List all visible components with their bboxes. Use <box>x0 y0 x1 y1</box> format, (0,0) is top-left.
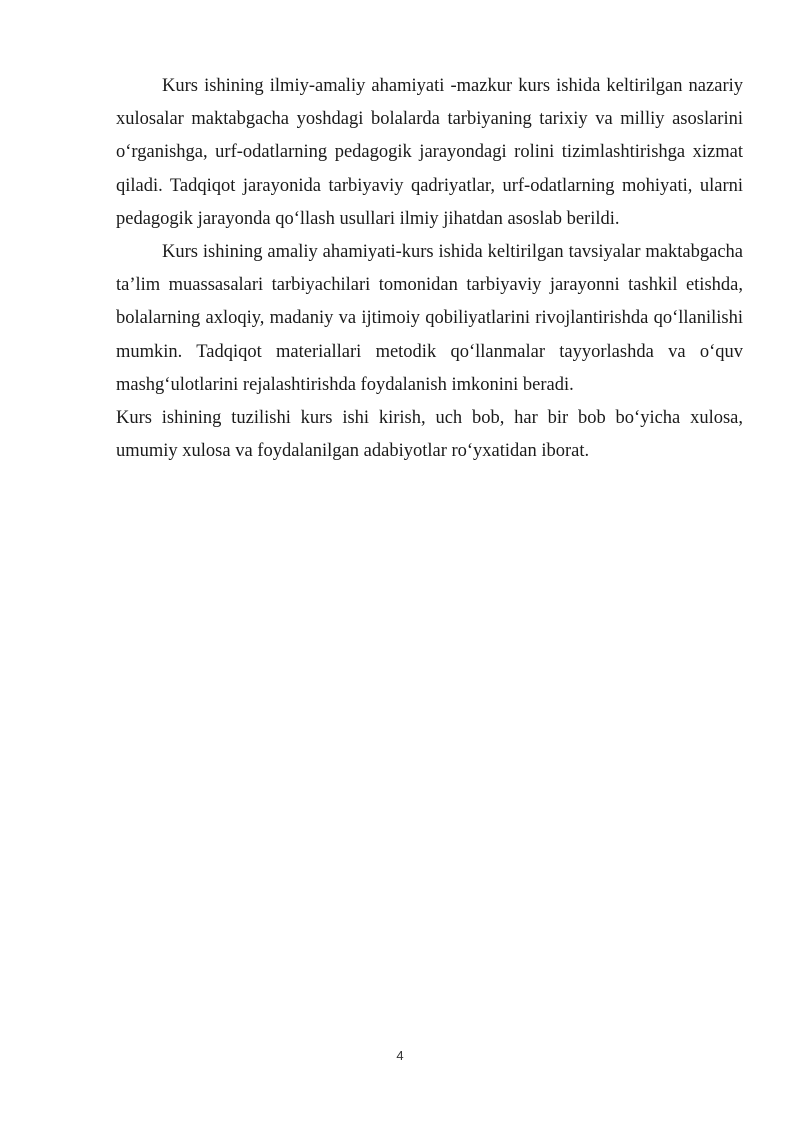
paragraph-practical-significance: Kurs ishining amaliy ahamiyati-kurs ishida keltirilgan tavsiyalar maktabgacha ta’lim muassasalari tarbiyachilari tomonidan tarbiyaviy jarayonni tashkil etishda, bolalarning axloqiy, madaniy va ijtimoiy qobiliyatlarini rivojlantirishda qo‘llanilishi mumkin. Tadqiqot materiallari metodik qo‘llanmalar tayyorlashda va o‘quv mashg‘ulotlarini rejalashtirishda foydalanish imkonini beradi. <box>116 242 743 395</box>
paragraph-scientific-practical-significance: Kurs ishining ilmiy-amaliy ahamiyati -mazkur kurs ishida keltirilgan nazariy xulosalar maktabgacha yoshdagi bolalarda tarbiyaning tarixiy va milliy asoslarini o‘rganishga, urf-odatlarning pedagogik jarayondagi rolini tizimlashtirishga xizmat qiladi. Tadqiqot jarayonida tarbiyaviy qadriyatlar, urf-odatlarning mohiyati, ularni pedagogik jarayonda qo‘llash usullari ilmiy jihatdan asoslab berildi. <box>116 76 743 229</box>
body-text <box>116 70 743 468</box>
paragraph-structure: Kurs ishining tuzilishi kurs ishi kirish, uch bob, har bir bob bo‘yicha xulosa, umumiy xulosa va foydalanilgan adabiyotlar ro‘yxatidan iborat. <box>116 408 743 462</box>
page-number: 4 <box>396 1048 404 1063</box>
